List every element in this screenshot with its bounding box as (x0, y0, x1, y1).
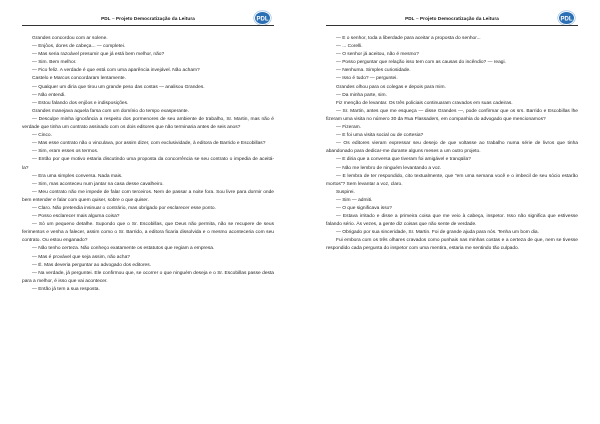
paragraph: — Fico feliz. A verdade é que está com uma aparência invejável. Não acham? (32, 68, 200, 74)
paragraph: — Claro. Não pretendia insinuar o contrário, mas obrigado por esclarecer esse ponto. (32, 205, 216, 211)
paragraph: — Então já tem a sua resposta. (32, 286, 100, 292)
paragraph: — E foi uma visita social ou de cortesia? (336, 133, 424, 139)
paragraph: — Sim, eram esses os termos. (32, 149, 99, 155)
paragraph: — Sim — admiti. (336, 197, 373, 203)
paragraph: — Na verdade, já perguntei. Ele confirmou que, se ocorrer o que ninguém deseja e o Sr. Escobillas passe desta para a melhor, é isso que vai acontecer. (22, 270, 274, 284)
paragraph: — E diria que a conversa que tiveram foi amigável e tranqüila? (336, 157, 471, 163)
paragraph: — Meu contrato não me impede de falar com terceiros. Nem de passar a noite fora. Sou livre para dormir onde bem entender e falar com quem quiser, sobre o que quiser. (22, 189, 274, 203)
paragraph: — Sim, mas aconteceu num jantar na casa desse cavalheiro. (32, 181, 164, 187)
paragraph: Grandes concordou com ar solene. (32, 36, 108, 41)
paragraph: — Era uma simples conversa. Nada mais. (32, 173, 123, 179)
paragraph: — Não entendi. (32, 92, 66, 98)
left-page-header (22, 16, 274, 21)
paragraph: — Sim. Bem melhor. (32, 60, 77, 66)
paragraph: Castelo e Marcos concordaram lentamente. (32, 76, 126, 82)
paragraph: — Obrigado por sua sinceridade, Sr. Martin. Foi de grande ajuda para nós. Tenha um bom dia. (336, 230, 539, 236)
paragraph: — ... Corelli. (336, 44, 363, 50)
left-header-project: Projeto Democratização da Leitura (116, 16, 195, 21)
paragraph: — Nenhuma. Simples curiosidade. (336, 68, 411, 74)
pdl-logo-icon (253, 10, 272, 26)
paragraph: — Sr. Martin, antes que me esqueça — disse Grandes —, pode confirmar que os srs. Barrido e Escobillas lhe fizeram uma visita no número 30 da Rua Flassaders, em companhia do advogado que mencionamos? (326, 108, 578, 122)
left-header-separator: – (110, 16, 117, 21)
right-header-project: Projeto Democratização da Leitura (420, 16, 499, 21)
paragraph: — E lembra de ter respondido, cito textualmente, que "em uma semana você e o imbecil de seu sócio estarão mortos"? Sem levantar a voz, claro. (326, 173, 578, 187)
pdl-logo-icon (557, 10, 576, 26)
paragraph: Fui embora com os três olhares cravados como punhais nas minhas costas e a certeza de que, nem se tivesse respondido cada pergunta do inspetor com uma mentira, estaria me sentindo tão culpado. (326, 238, 578, 252)
paragraph: — Cinco. (32, 133, 52, 139)
paragraph: — Os editores vieram expressar seu desejo de que voltasse ao trabalho numa série de livros que tinha abandonado para dedicar-me durante alguns meses a um outro projeto. (326, 141, 578, 155)
paragraph: Grandes olhou para os colegas e depois para mim. (336, 84, 446, 90)
right-header-site: PDL (405, 16, 415, 21)
paragraph: — E o senhor, toda a liberdade para aceitar a proposta do senhor... (336, 36, 481, 41)
right-page-body (326, 35, 578, 254)
paragraph: — Não tenho certeza. Não conheço exatamente os estatutos que regiam a empresa. (32, 246, 215, 252)
right-logo-text: PDL (560, 16, 573, 23)
paragraph: — É. Mas deveria perguntar ao advogado dos editores. (32, 262, 152, 268)
right-header-rule (326, 25, 578, 26)
paragraph: — Posso perguntar que relação isso tem com as causas do incêndio? — reagi. (336, 60, 506, 66)
paragraph: — Desculpe minha ignorância a respeito dos pormenores de seu ambiente de trabalho, Sr. Martin, mas não é verdade que tinha um contrato assinado com os dois editores que não terminaria antes de seis anos? (22, 116, 274, 131)
paragraph: Suspirei. (336, 189, 355, 195)
paragraph: — Enjôos, dores de cabeça... — completei. (32, 44, 126, 50)
paragraph: — Não me lembro de ninguém levantando a voz. (336, 165, 442, 171)
paragraph: — O senhor já aceitou, não é mesmo? (336, 52, 419, 58)
paragraph: — Estou falando dos enjôos e indisposições. (32, 100, 129, 106)
right-page (326, 0, 578, 424)
right-header-separator: – (414, 16, 421, 21)
paragraph: — Isso é tudo? — perguntei. (336, 76, 398, 82)
paragraph: Fiz menção de levantar. Os três policiais continuaram cravados em suas cadeiras. (336, 100, 513, 106)
left-page (22, 0, 274, 424)
paragraph: — Então por que motivo estaria discutindo uma proposta da concorrência se seu contrato o impedia de aceitá-la? (22, 157, 274, 171)
paragraph: — Mas seria razoável presumir que já está bem melhor, não? (32, 52, 165, 58)
left-page-body (22, 35, 274, 294)
paragraph: — Só um pequeno detalhe. Supondo que o Sr. Escobillas, que Deus não permita, não se recupere de seus ferimentos e venha a falecer, assim como o Sr. Barrido, a editora ficaria dissolvida e o mesmo aconteceria com seu contrato. Ou estou enganado? (22, 222, 274, 244)
left-header-site: PDL (101, 16, 111, 21)
paragraph: — Estava irritado e disse a primeira coisa que me veio à cabeça, inspetor. Isso não significa que estivesse falando sério. Às vezes, a gente diz coisas que não sente de verdade. (326, 214, 578, 228)
paragraph: — Mas é provável que seja assim, não acha? (32, 254, 131, 260)
paragraph: — Posso esclarecer mais alguma coisa? (32, 214, 120, 220)
right-page-header (326, 16, 578, 21)
paragraph: — O que significava isso? (336, 205, 392, 211)
paragraph: — Da minha parte, sim. (336, 92, 387, 98)
left-logo-text: PDL (256, 16, 269, 23)
paragraph: Grandes manejava aquela farsa com um domínio do tempo exasperante. (32, 108, 189, 114)
paragraph: — Qualquer um diria que tirou um grande peso das costas — analisou Grandes. (32, 84, 205, 90)
paragraph: — Fizeram. (336, 125, 362, 131)
paragraph: — Mas esse contrato não o vinculava, por assim dizer, com exclusividade, à editora de Barrido e Escobillas? (32, 141, 266, 147)
left-header-rule (22, 25, 274, 26)
